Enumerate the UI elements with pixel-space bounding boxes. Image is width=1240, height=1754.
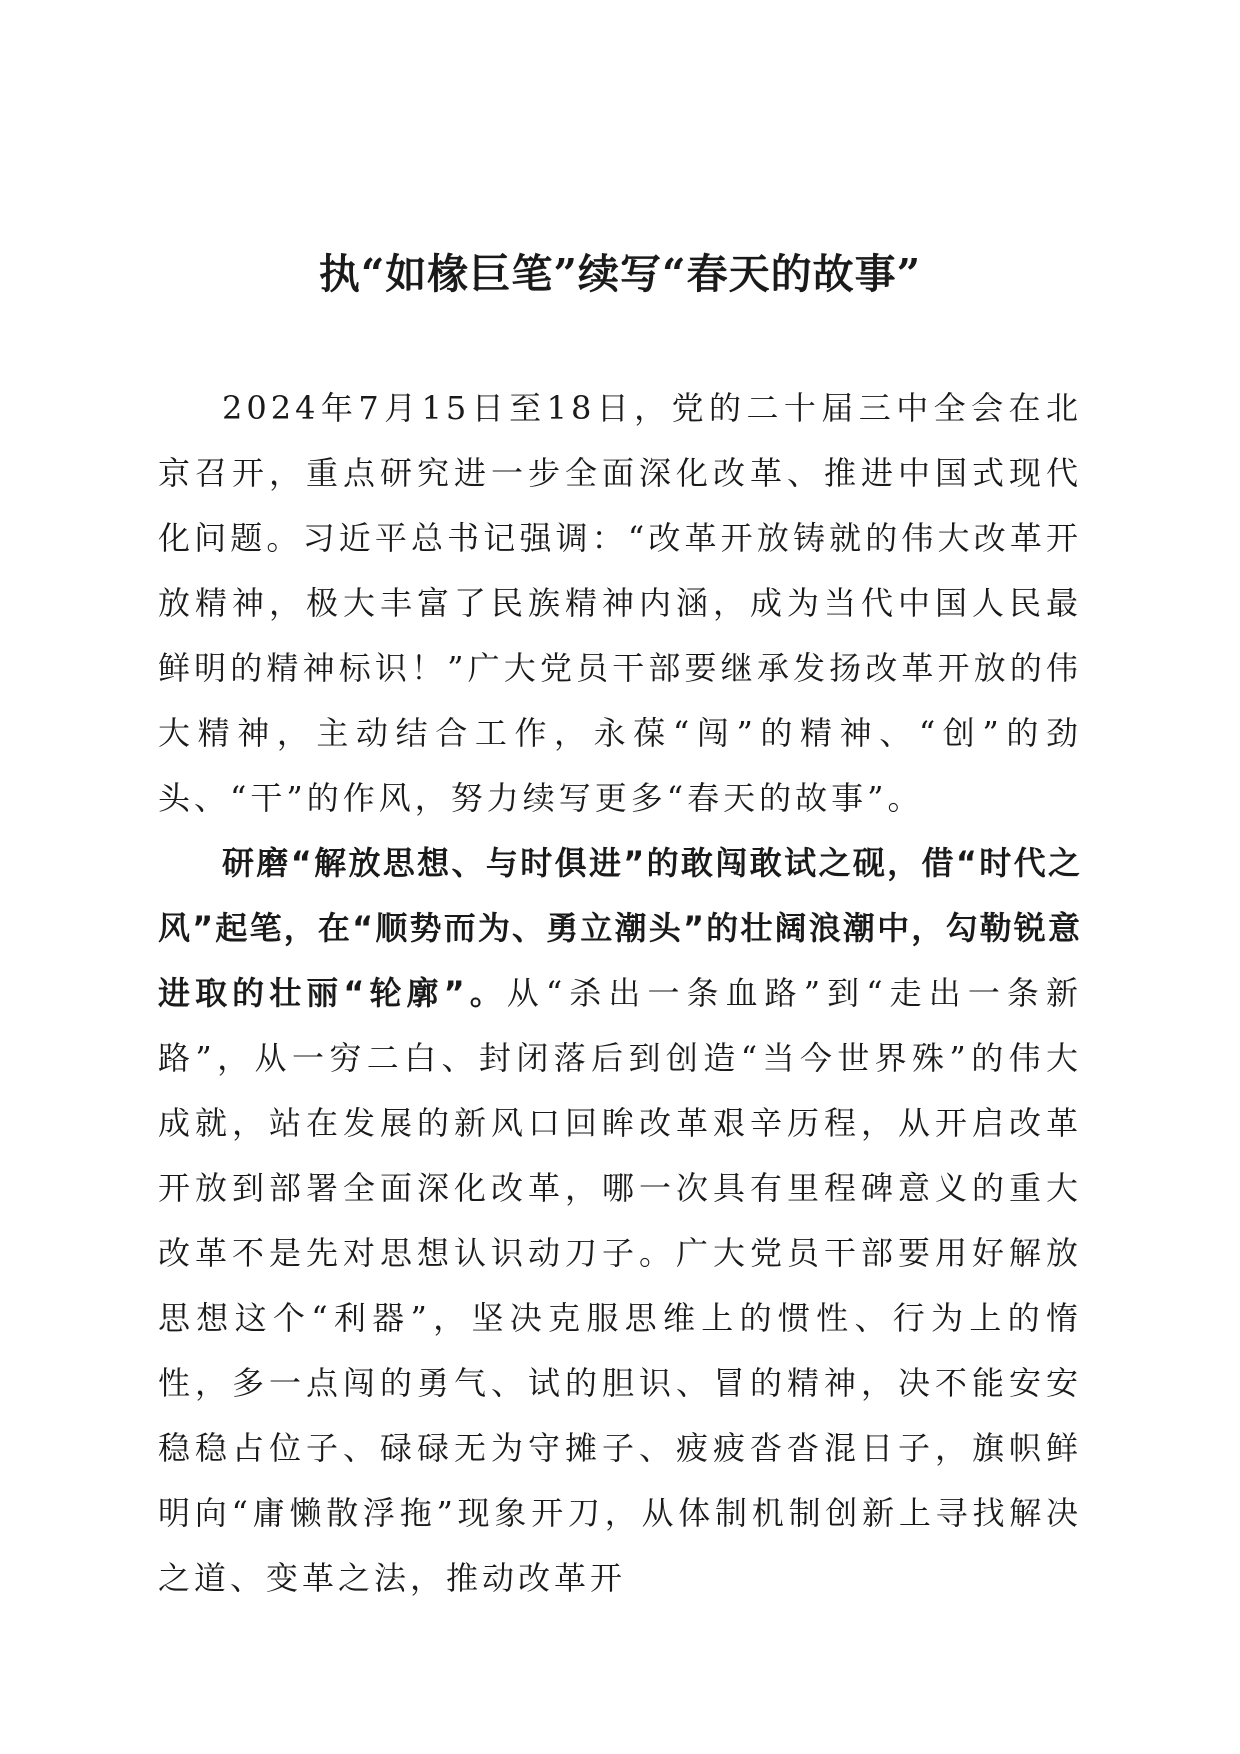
page-title: 执“如椽巨笔”续写“春天的故事” [318, 250, 922, 298]
paragraph-2-lead-sentence: 研磨“解放思想、与时俱进”的敢闯敢试之砚，借“时代之风”起笔，在“顺势而为、勇立潮头”的壮阔浪潮中，勾勒锐意进取的壮丽“轮廓”。 [158, 844, 1082, 1012]
paragraph-1-text: 2024年7月15日至18日，党的二十届三中全会在北京召开，重点研究进一步全面深化改革、推进中国式现代化问题。习近平总书记强调：“改革开放铸就的伟大改革开放精神，极大丰富了民族精神内涵，成为当代中国人民最鲜明的精神标识！”广大党员干部要继承发扬改革开放的伟大精神，主动结合工作，永葆“闯”的精神、“创”的劲头、“干”的作风，努力续写更多“春天的故事”。 [158, 389, 1082, 817]
paragraph-2-text: 从“杀出一条血路”到“走出一条新路”，从一穷二白、封闭落后到创造“当今世界殊”的伟大成就，站在发展的新风口回眸改革艰辛历程，从开启改革开放到部署全面深化改革，哪一次具有里程碑意义的重大改革不是先对思想认识动刀子。广大党员干部要用好解放思想这个“利器”，坚决克服思维上的惯性、行为上的惰性，多一点闯的勇气、试的胆识、冒的精神，决不能安安稳稳占位子、碌碌无为守摊子、疲疲沓沓混日子，旗帜鲜明向“庸懒散浮拖”现象开刀，从体制机制创新上寻找解决之道、变革之法，推动改革开 [158, 974, 1082, 1597]
paragraph-1 [158, 376, 1082, 831]
paragraph-2 [158, 831, 1082, 1611]
document-body [158, 376, 1082, 1611]
